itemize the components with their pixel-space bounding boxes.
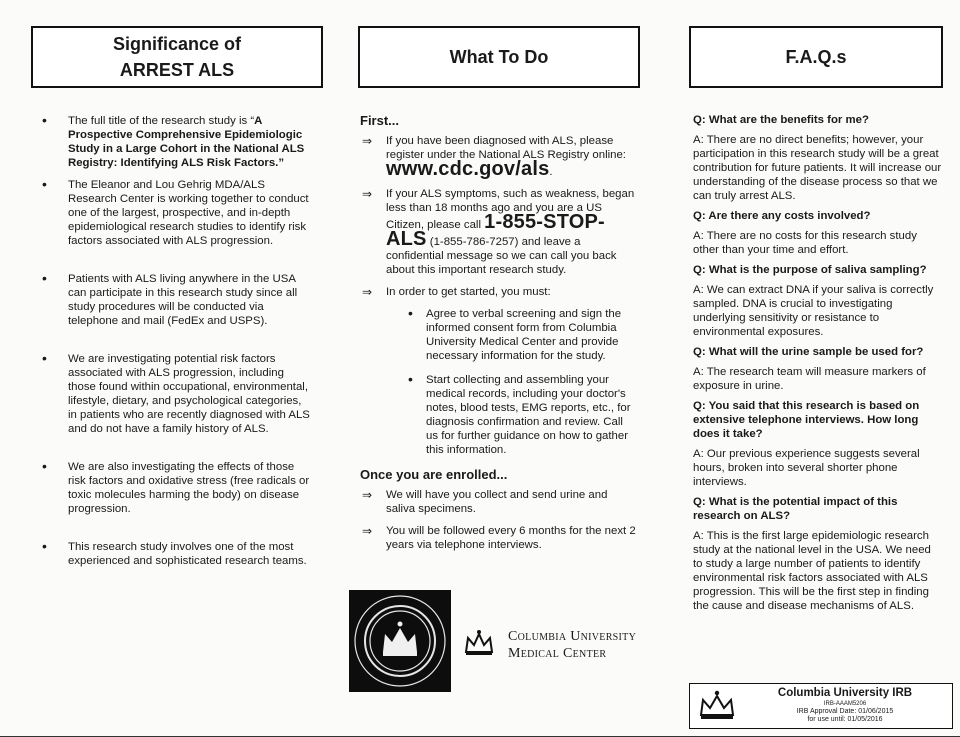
significance-bullets <box>42 114 312 568</box>
bullet-full-title: • The full title of the research study is “A Prospective Comprehensive Epidemiologic Study in a Large Cohort in the National ALS Registry: Identifying ALS Risk Factors.” <box>42 114 312 170</box>
faq-answer-interviews: A: Our previous experience suggests several hours, broken into several shorter phone interviews. <box>693 448 920 488</box>
logo-line2: Medical Center <box>508 646 607 661</box>
sub-step-records: • Start collecting and assembling your medical records, including your doctor's notes, blood tests, EMG reports, etc., for diagnosis confirmation and review. Call us for further guidance on how to gather this information. <box>360 373 638 457</box>
enrolled-heading: Once you are enrolled... <box>360 467 508 482</box>
sub-step-consent: • Agree to verbal screening and sign the informed consent form from Columbia University Medical Center and provide necessary information for the study. <box>360 307 638 363</box>
columbia-logo <box>462 622 662 666</box>
columbia-seal <box>349 590 451 692</box>
phone-number[interactable]: 1-855-STOP-ALS <box>386 211 605 250</box>
faq-question-costs: Q: Are there any costs involved? <box>693 210 871 222</box>
what-to-do-content <box>360 113 638 552</box>
faq-header-box <box>689 26 943 88</box>
bullet-oxidative-stress: • We are also investigating the effects of those risk factors and oxidative stress (free radicals or toxic molecules harming the body) on disease progression. <box>42 460 312 516</box>
irb-title: Columbia University IRB <box>777 687 913 699</box>
crown-seal-icon <box>349 590 451 692</box>
significance-header-box <box>31 26 323 88</box>
logo-line1: Columbia University <box>508 629 637 644</box>
significance-header-line1: Significance of <box>112 34 242 54</box>
irb-approval-date: IRB Approval Date: 01/06/2015 <box>796 708 894 715</box>
step-get-started: ⇒ In order to get started, you must: <box>360 285 638 299</box>
irb-crown-icon <box>696 687 738 725</box>
irb-stamp <box>689 683 953 729</box>
irb-number: IRB-AAAM5206 <box>823 701 867 707</box>
step-call-phone: ⇒ If your ALS symptoms, such as weakness, began less than 18 months ago and you are a US Citizen, please call 1-855-STOP-ALS (1-855-786-7257) and leave a confidential message so we can call you back about this important research study. <box>360 187 638 277</box>
faq-answer-costs: A: There are no costs for this research study other than your time and effort. <box>693 230 917 256</box>
crown-logo-icon <box>462 626 496 660</box>
irb-use-until: for use until: 01/05/2016 <box>807 716 883 723</box>
faq-answer-urine: A: The research team will measure markers of exposure in urine. <box>693 366 926 392</box>
faq-question-impact: Q: What is the potential impact of this research on ALS? <box>693 496 898 522</box>
bullet-investigating-risk-factors: • We are investigating potential risk factors associated with ALS progression, including those found within occupational, environmental, lifestyle, dietary, and psychological categories, in patients who are recently diagnosed with ALS and do not have a family history of ALS. <box>42 352 312 436</box>
faq-answer-impact: A: This is the first large epidemiologic research study at the national level in the USA. We need to study a large number of patients to identify environmental risk factors associated with ALS progression. This will be the first step in finding the cause and disease mechanisms of ALS. <box>693 530 931 612</box>
step-follow-up: ⇒ You will be followed every 6 months for the next 2 years via telephone interviews. <box>360 524 638 552</box>
faq-header: F.A.Q.s <box>785 47 847 67</box>
faq-question-interviews: Q: You said that this research is based on extensive telephone interviews. How long does it take? <box>693 400 920 440</box>
faq-content <box>693 113 943 613</box>
registry-url[interactable]: www.cdc.gov/als <box>386 158 550 180</box>
what-to-do-header: What To Do <box>449 47 549 67</box>
bullet-patients-anywhere: • Patients with ALS living anywhere in the USA can participate in this research study since all study procedures will be conducted via telephone and mail (FedEx and USPS). <box>42 272 312 328</box>
significance-header-line2: ARREST ALS <box>119 60 235 80</box>
faq-question-saliva: Q: What is the purpose of saliva sampling? <box>693 264 927 276</box>
faq-question-benefits: Q: What are the benefits for me? <box>693 114 869 126</box>
step-collect-specimens: ⇒ We will have you collect and send urine and saliva specimens. <box>360 488 638 516</box>
bullet-research-teams: • This research study involves one of the most experienced and sophisticated research teams. <box>42 540 312 568</box>
step-register-registry: ⇒ If you have been diagnosed with ALS, please register under the National ALS Registry online: www.cdc.gov/als. <box>360 134 638 179</box>
first-heading: First... <box>360 113 400 128</box>
bullet-research-center: • The Eleanor and Lou Gehrig MDA/ALS Research Center is working together to conduct one of the largest, prospective, and in-depth epidemiological research studies to identify risk factors associated with ALS progression. <box>42 178 312 248</box>
faq-answer-saliva: A: We can extract DNA if your saliva is correctly sampled. DNA is crucial to investigating underlying sensitivity or resistance to environmental exposures. <box>693 284 934 338</box>
what-to-do-header-box <box>358 26 640 88</box>
faq-answer-benefits: A: There are no direct benefits; however, your participation in this research study will be a great contribution for future patients. It will increase our understanding of the disease process so that we can truly arrest ALS. <box>693 134 942 202</box>
faq-question-urine: Q: What will the urine sample be used for? <box>693 346 924 358</box>
